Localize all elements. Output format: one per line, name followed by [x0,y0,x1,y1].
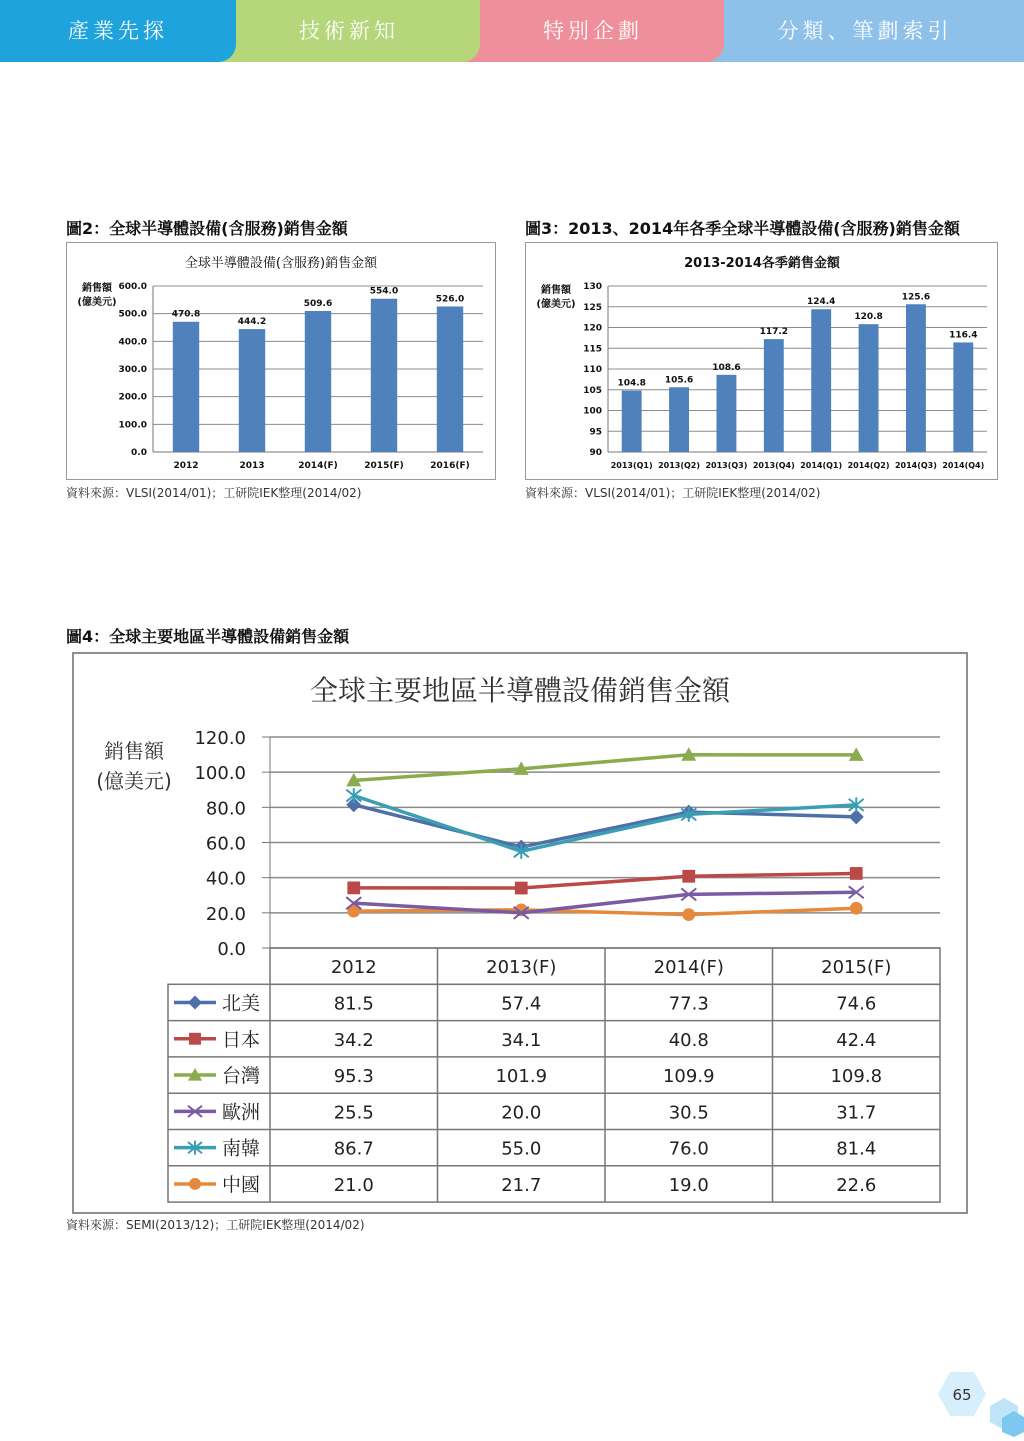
data-label: 108.6 [712,362,741,373]
y-tick-label: 120 [583,323,602,334]
table-cell: 20.0 [501,1102,542,1124]
bar [953,342,973,452]
y-tick-label: 300.0 [118,365,147,375]
x-tick-label: 2014(Q2) [847,461,890,470]
legend-label: 南韓 [222,1137,261,1160]
hexagon-decoration-icon [928,1362,1024,1437]
data-label: 509.6 [303,299,333,310]
y-tick-label: 500.0 [118,309,147,320]
tab-industry-outlook-label: 產業先探 [68,19,168,43]
y-tick-label: 125 [583,302,602,313]
series-line [354,873,857,888]
x-tick-label: 2015(F) [364,461,404,471]
tab-industry-outlook[interactable] [0,0,236,62]
bar [906,304,926,452]
table-cell: 101.9 [495,1066,548,1088]
table-cell: 25.5 [333,1102,374,1124]
page-number: 65 [952,1386,972,1404]
bar [811,309,831,452]
fig2-caption: 圖2：全球半導體設備(含服務)銷售金額 [66,219,348,238]
marker-diamond [188,995,202,1009]
y-tick-label: 100.0 [194,763,246,785]
fig4-caption: 圖4：全球主要地區半導體設備銷售金額 [66,627,350,646]
series-line [354,755,857,781]
y-axis-label: 銷售額 [82,283,112,294]
y-tick-label: 95 [589,427,602,438]
y-tick-label: 600.0 [118,282,147,292]
bar [371,299,397,452]
y-tick-label: 90 [589,448,602,458]
tab-tech-news[interactable] [218,0,480,62]
y-tick-label: 200.0 [118,392,147,403]
y-axis-label: (億美元) [96,769,172,793]
y-tick-label: 110 [583,365,602,375]
tab-special-feature[interactable] [462,0,724,62]
x-tick-label: 2013(F) [486,957,557,978]
fig4-chart [74,654,966,1212]
y-tick-label: 20.0 [205,903,246,925]
table-cell: 19.0 [668,1174,709,1196]
bar [173,322,199,452]
table-cell: 109.9 [662,1066,715,1088]
bar [859,324,879,452]
data-label: 116.4 [949,330,978,341]
bar [716,375,736,452]
table-cell: 81.4 [836,1138,877,1160]
table-cell: 76.0 [668,1138,709,1160]
y-axis-label: (億美元) [77,297,117,308]
chart-title: 全球半導體設備(含服務)銷售金額 [184,256,378,271]
tab-special-feature-label: 特別企劃 [543,19,643,43]
series-line [354,805,857,847]
data-label: 470.8 [171,309,201,320]
tab-index-label: 分類、筆劃索引 [777,19,953,43]
y-tick-label: 100.0 [118,420,147,431]
bar [239,329,265,452]
y-tick-label: 100 [583,406,602,417]
data-label: 526.0 [435,294,465,305]
table-cell: 30.5 [668,1102,709,1124]
marker-circle [189,1178,201,1190]
data-label: 125.6 [901,292,931,303]
table-cell: 34.2 [333,1029,374,1051]
chart-title: 2013-2014各季銷售金額 [684,256,840,271]
data-label: 444.2 [237,317,267,328]
x-tick-label: 2012 [330,957,377,978]
x-tick-label: 2013 [239,461,265,471]
fig3-caption: 圖3：2013、2014年各季全球半導體設備(含服務)銷售金額 [525,219,960,238]
table-cell: 31.7 [836,1102,877,1124]
chart-title: 全球主要地區半導體設備銷售金額 [309,674,731,707]
top-navigation [0,0,1024,62]
fig2-chart-frame [66,242,496,480]
bar [622,391,642,452]
legend-label: 歐洲 [222,1101,261,1124]
table-cell: 22.6 [836,1174,877,1196]
table-cell: 86.7 [333,1138,374,1160]
data-label: 105.6 [664,375,694,386]
legend-label: 中國 [222,1173,261,1196]
table-cell: 95.3 [333,1066,374,1088]
marker-square [515,882,528,895]
data-label: 104.8 [617,378,646,389]
marker-circle [850,902,863,915]
table-cell: 109.8 [830,1066,883,1088]
fig3-chart-frame [525,242,998,480]
data-label: 117.2 [759,327,789,338]
y-tick-label: 0.0 [131,448,147,458]
table-cell: 57.4 [501,993,542,1015]
y-tick-label: 105 [583,385,602,396]
data-label: 554.0 [369,286,399,297]
fig4-source: 資料來源：SEMI(2013/12)；工研院IEK整理(2014/02) [66,1218,365,1232]
y-axis-label: 銷售額 [541,285,571,296]
marker-square [347,881,360,894]
table-cell: 21.0 [333,1174,374,1196]
y-tick-label: 80.0 [205,798,246,820]
x-tick-label: 2016(F) [430,461,470,471]
x-tick-label: 2014(F) [653,957,724,978]
y-tick-label: 400.0 [118,337,147,348]
tab-tech-news-label: 技術新知 [299,19,399,43]
x-tick-label: 2014(Q3) [894,461,937,470]
marker-square [682,870,695,883]
x-tick-label: 2013(Q2) [658,461,701,470]
x-tick-label: 2013(Q1) [610,461,653,470]
marker-circle [682,908,695,921]
fig2-source: 資料來源：VLSI(2014/01)；工研院IEK整理(2014/02) [66,486,362,500]
table-cell: 21.7 [501,1174,542,1196]
bar [669,387,689,452]
fig2-chart [67,243,495,479]
table-cell: 55.0 [501,1138,542,1160]
fig3-source: 資料來源：VLSI(2014/01)；工研院IEK整理(2014/02) [525,486,821,500]
data-label: 124.4 [806,297,836,308]
x-tick-label: 2013(Q4) [752,461,795,470]
x-tick-label: 2014(F) [298,461,338,471]
fig3-chart [526,243,997,479]
marker-square [850,867,863,880]
y-tick-label: 60.0 [205,833,246,855]
x-tick-label: 2013(Q3) [705,461,748,470]
x-tick-label: 2012 [173,461,199,471]
bar [305,311,331,452]
y-tick-label: 0.0 [217,939,246,960]
y-tick-label: 40.0 [205,868,246,890]
data-label: 120.8 [854,312,883,323]
legend-label: 北美 [222,992,261,1015]
tab-index[interactable] [706,0,1024,62]
table-cell: 77.3 [668,993,709,1015]
bar [437,306,463,452]
y-tick-label: 130 [583,282,602,292]
fig4-chart-frame [72,652,968,1214]
y-tick-label: 115 [583,344,602,355]
y-axis-label: 銷售額 [104,739,164,763]
table-cell: 42.4 [836,1029,877,1051]
page-number-badge [928,1362,1024,1437]
table-cell: 81.5 [333,993,374,1015]
x-tick-label: 2014(Q1) [800,461,843,470]
x-tick-label: 2014(Q4) [942,461,985,470]
marker-square [189,1033,201,1045]
y-axis-label: (億美元) [536,299,576,310]
y-tick-label: 120.0 [194,728,246,749]
table-cell: 40.8 [668,1029,709,1051]
table-cell: 34.1 [501,1029,542,1051]
x-tick-label: 2015(F) [821,957,892,978]
table-cell: 74.6 [836,993,877,1015]
legend-label: 日本 [222,1028,261,1051]
bar [764,339,784,452]
legend-label: 台灣 [222,1065,261,1088]
